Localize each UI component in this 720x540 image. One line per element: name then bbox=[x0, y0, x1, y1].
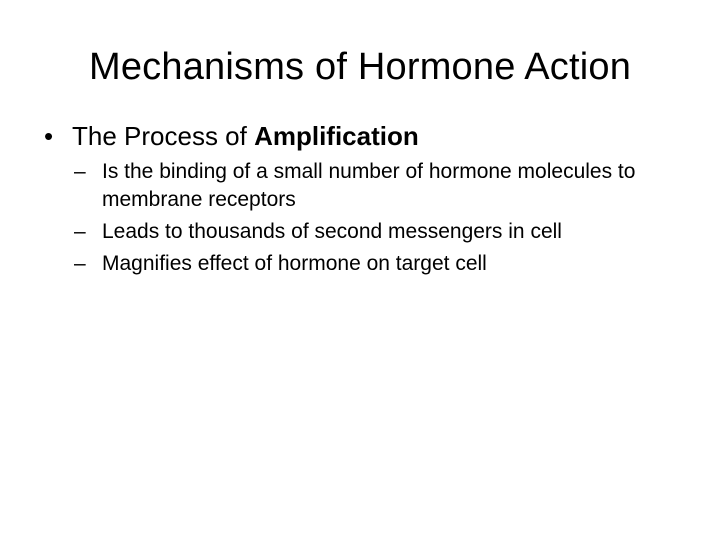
sub-bullet-item bbox=[74, 218, 684, 246]
dash-marker: – bbox=[74, 220, 86, 243]
slide-title: Mechanisms of Hormone Action bbox=[88, 46, 632, 88]
slide-body bbox=[44, 118, 684, 278]
sub-bullet-text: Leads to thousands of second messengers in cell bbox=[102, 220, 562, 243]
dash-marker: – bbox=[74, 252, 86, 275]
sub-bullet-text: Is the binding of a small number of hormone molecules to membrane receptors bbox=[102, 160, 636, 211]
sub-bullet-item bbox=[74, 158, 684, 214]
sub-bullet-text: Magnifies effect of hormone on target cell bbox=[102, 252, 487, 275]
sub-bullet-list bbox=[74, 158, 684, 278]
sub-bullet-item bbox=[74, 250, 684, 278]
bullet-item bbox=[44, 118, 684, 154]
bullet-marker: • bbox=[44, 121, 54, 151]
dash-marker: – bbox=[74, 160, 86, 183]
bullet-text: The Process of bbox=[72, 121, 255, 151]
bullet-emphasis: Amplification bbox=[254, 121, 419, 151]
